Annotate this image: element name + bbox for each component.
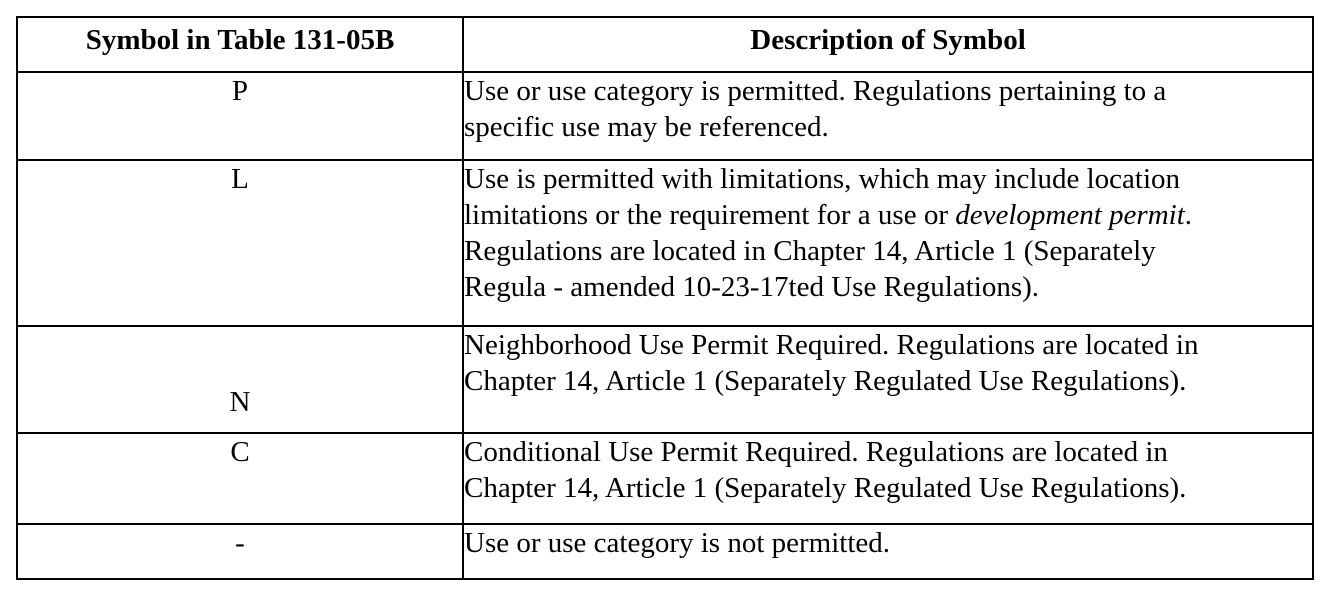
symbol-cell: P [17, 72, 463, 160]
description-line: Regula - amended 10-23-17ted Use Regulations). [464, 271, 1040, 303]
table-row [17, 326, 1313, 433]
description-line: Regulations are located in Chapter 14, Article 1 (Separately [464, 235, 1156, 267]
description-cell [463, 326, 1313, 433]
symbol-cell: - [17, 524, 463, 579]
description-text: limitations or the requirement for a use or [464, 199, 956, 231]
description-cell [463, 524, 1313, 579]
description-line: Chapter 14, Article 1 (Separately Regulated Use Regulations). [464, 365, 1187, 397]
description-line [464, 197, 1312, 233]
description-cell [463, 433, 1313, 524]
description-cell [463, 160, 1313, 326]
symbol-table [16, 16, 1314, 580]
description-punctuation: . [1184, 199, 1193, 231]
table-row [17, 160, 1313, 326]
description-line: Use is permitted with limitations, which may include location [464, 163, 1181, 195]
description-line: Conditional Use Permit Required. Regulations are located in [464, 436, 1168, 468]
symbol-cell: L [17, 160, 463, 326]
table-row [17, 72, 1313, 160]
description-line: Neighborhood Use Permit Required. Regulations are located in [464, 329, 1199, 361]
description-cell [463, 72, 1313, 160]
development-permit-term: development permit [955, 199, 1185, 231]
table-row [17, 433, 1313, 524]
header-row [17, 17, 1313, 72]
description-line: Use or use category is not permitted. [464, 527, 891, 559]
description-line: Chapter 14, Article 1 (Separately Regulated Use Regulations). [464, 472, 1187, 504]
symbol-cell: N [17, 326, 463, 433]
symbol-cell: C [17, 433, 463, 524]
description-line: specific use may be referenced. [464, 111, 829, 143]
table-row [17, 524, 1313, 579]
description-line: Use or use category is permitted. Regulations pertaining to a [464, 75, 1167, 107]
header-symbol: Symbol in Table 131-05B [17, 17, 463, 72]
header-description: Description of Symbol [463, 17, 1313, 72]
